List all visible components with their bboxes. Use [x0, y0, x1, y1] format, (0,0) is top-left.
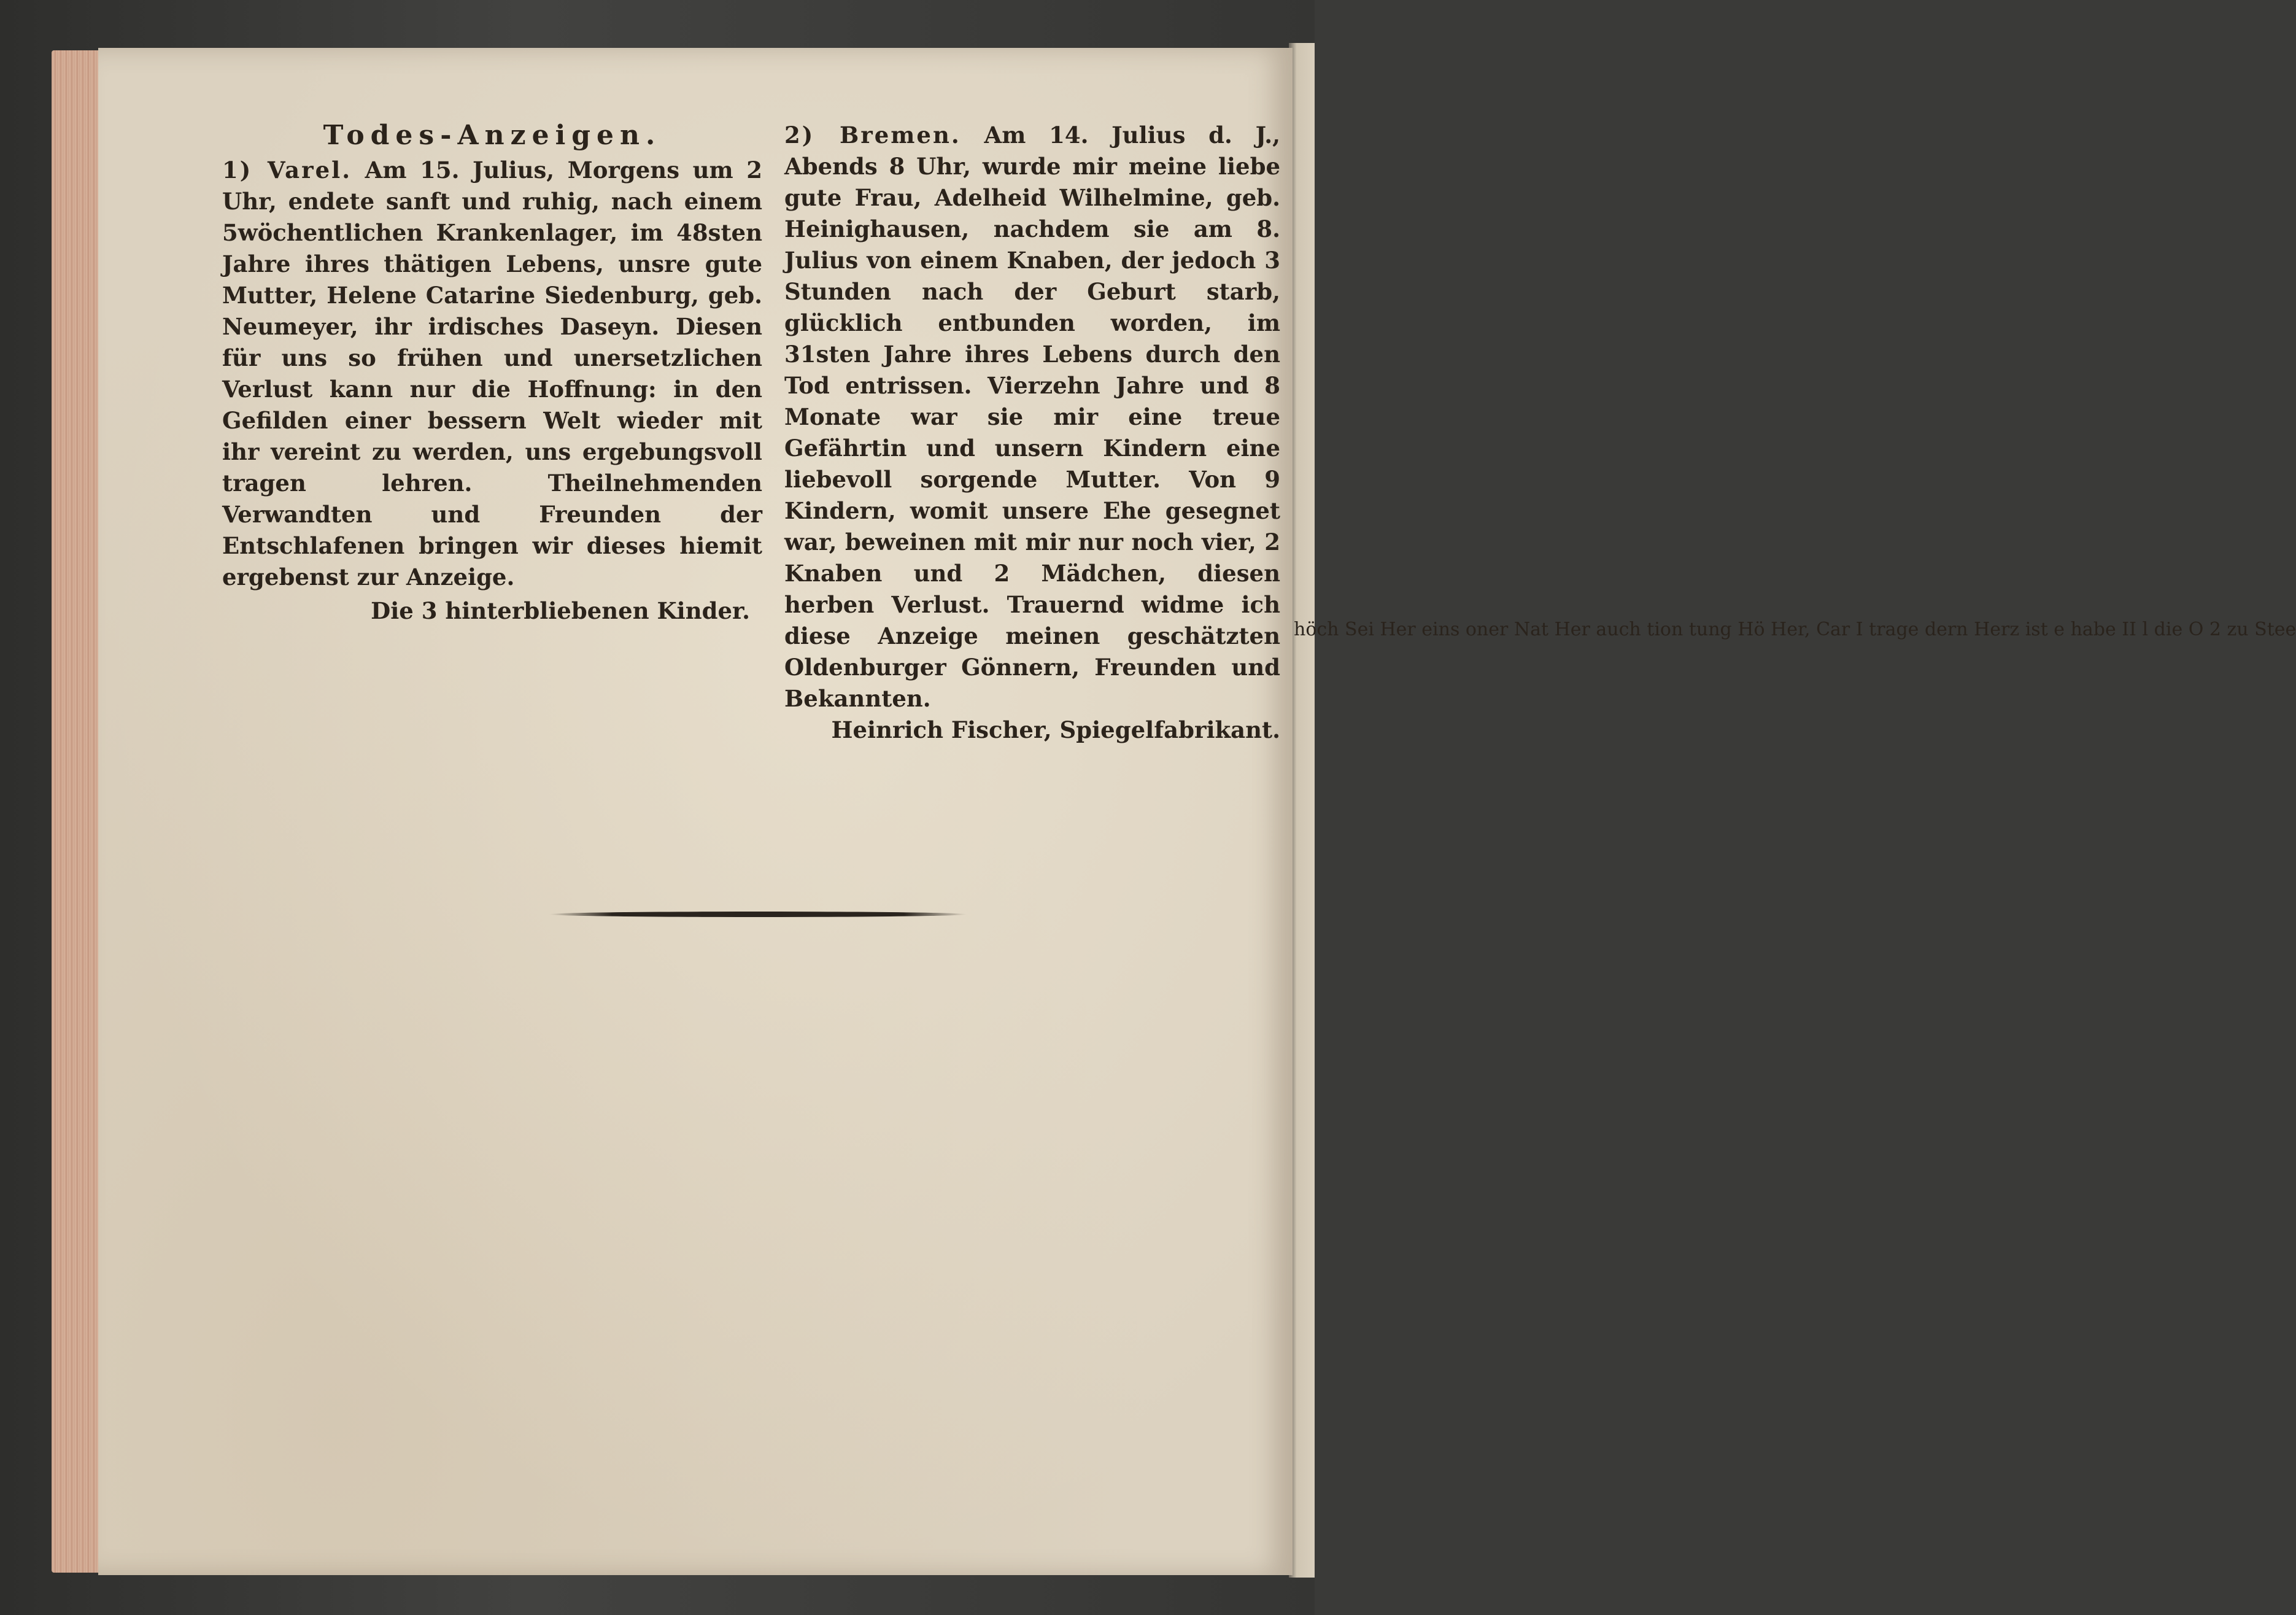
right-column: [784, 120, 1280, 746]
death-notice-varel: [222, 155, 762, 593]
notice-signature: Heinrich Fischer, Spiegelfabrikant.: [831, 716, 1280, 743]
left-column: [222, 120, 762, 627]
section-divider: [549, 912, 967, 917]
page-edge: [52, 50, 102, 1573]
notice-text: Am 14. Julius d. J., Abends 8 Uhr, wurde mir meine liebe gute Frau, Adelheid Wilhelmine, geb. Heinighausen, nachdem sie am 8. Julius von einem Knaben, der jedoch 3 Stunden nach der Geburt starb, glücklich entbunden worden, im 31sten Jahre ihres Lebens durch den Tod entrissen. Vierzehn Jahre und 8 Monate war sie mir eine treue Gefährtin und unsern Kindern eine liebevoll sorgende Mutter. Von 9 Kindern, womit unsere Ehe gesegnet war, beweinen mit mir nur noch vier, 2 Knaben und 2 Mädchen, diesen herben Verlust. Trauernd widme ich diese Anzeige meinen geschätzten Oldenburger Gönnern, Freunden und Bekannten.: [784, 122, 1281, 712]
section-heading: Todes-Anzeigen.: [323, 120, 662, 151]
notice-place: 2) Bremen.: [784, 122, 961, 149]
death-notice-bremen: [784, 120, 1280, 715]
adjacent-page-fragment: höch Sei Her eins oner Nat Her auch tion tung Hö Her, Car I trage dern Herz ist e habe II l die O 2 zu Stee: [1294, 619, 2296, 640]
notice-place: 1) Varel.: [222, 157, 352, 184]
notice-signature: Die 3 hinterbliebenen Kinder.: [371, 597, 750, 624]
notice-text: Am 15. Julius, Morgens um 2 Uhr, endete sanft und ruhig, nach einem 5wöchentlichen Krankenlager, im 48sten Jahre ihres thätigen Lebens, unsre gute Mutter, Helene Catarine Siedenburg, geb. Neumeyer, ihr irdisches Daseyn. Diesen für uns so frühen und unersetzlichen Verlust kann nur die Hoffnung: in den Gefilden einer bessern Welt wieder mit ihr vereint zu werden, uns ergebungsvoll tragen lehren. Theilnehmenden Verwandten und Freunden der Entschlafenen bringen wir dieses hiemit ergebenst zur Anzeige.: [222, 157, 762, 591]
